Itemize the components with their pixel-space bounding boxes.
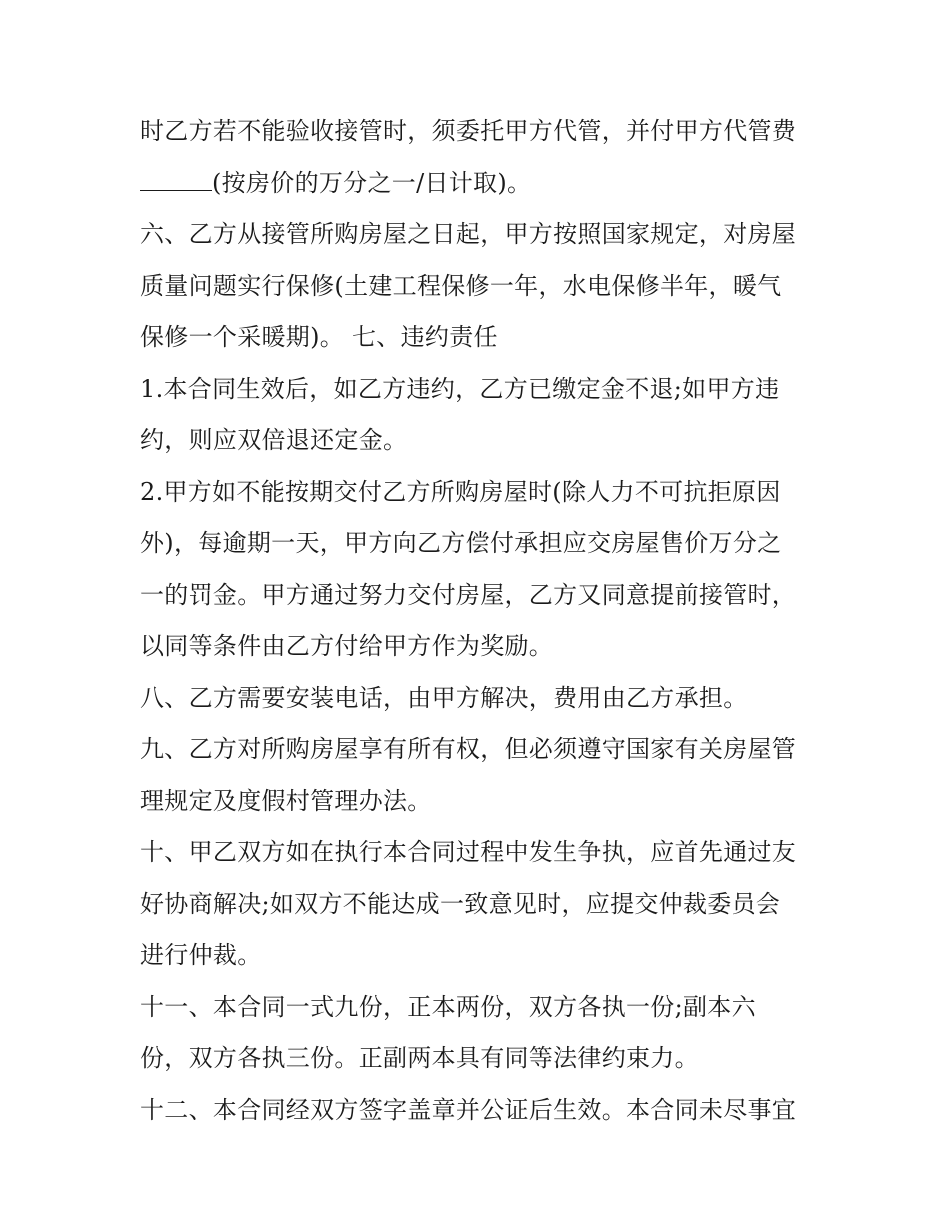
text-line-13: 九、乙方对所购房屋享有所有权，但必须遵守国家有关房屋管 (140, 735, 797, 763)
text-line-8: 2.甲方如不能按期交付乙方所购房屋时(除人力不可抗拒原因 (140, 477, 781, 506)
text-line-17: 进行仲裁。 (140, 941, 262, 969)
text-line-7: 约，则应双倍退还定金。 (140, 426, 408, 454)
text-line-1: 时乙方若不能验收接管时，须委托甲方代管，并付甲方代管费 (140, 117, 797, 145)
text-line-5: 保修一个采暖期)。 七、违约责任 (140, 323, 498, 351)
text-line-11: 以同等条件由乙方付给甲方作为奖励。 (140, 632, 554, 660)
text-line-4: 质量问题实行保修(土建工程保修一年，水电保修半年，暖气 (140, 271, 782, 300)
text-line-6: 1.本合同生效后，如乙方违约，乙方已缴定金不退;如甲方违 (140, 374, 780, 403)
text-line-9: 外)，每逾期一天，甲方向乙方偿付承担应交房屋售价万分之 (140, 529, 782, 557)
fill-in-blank (140, 160, 212, 191)
contract-text-body (140, 106, 820, 1136)
text-line-2-content: (按房价的万分之一/日计取)。 (212, 168, 532, 197)
text-line-19: 份，双方各执三份。正副两本具有同等法律约束力。 (140, 1044, 699, 1072)
text-line-18: 十一、本合同一式九份，正本两份，双方各执一份;副本六 (140, 992, 756, 1021)
text-line-10: 一的罚金。甲方通过努力交付房屋，乙方又同意提前接管时， (140, 580, 797, 609)
text-line-20: 十二、本合同经双方签字盖章并公证后生效。本合同未尽事宜 (140, 1095, 797, 1124)
text-line-12: 八、乙方需要安装电话，由甲方解决，费用由乙方承担。 (140, 683, 748, 712)
text-line-2 (140, 158, 820, 210)
text-line-3: 六、乙方从接管所购房屋之日起，甲方按照国家规定，对房屋 (140, 220, 797, 248)
text-line-16: 好协商解决;如双方不能达成一致意见时，应提交仲裁委员会 (140, 889, 781, 918)
text-line-14: 理规定及度假村管理办法。 (140, 786, 432, 815)
text-line-15: 十、甲乙双方如在执行本合同过程中发生争执，应首先通过友 (140, 838, 797, 866)
